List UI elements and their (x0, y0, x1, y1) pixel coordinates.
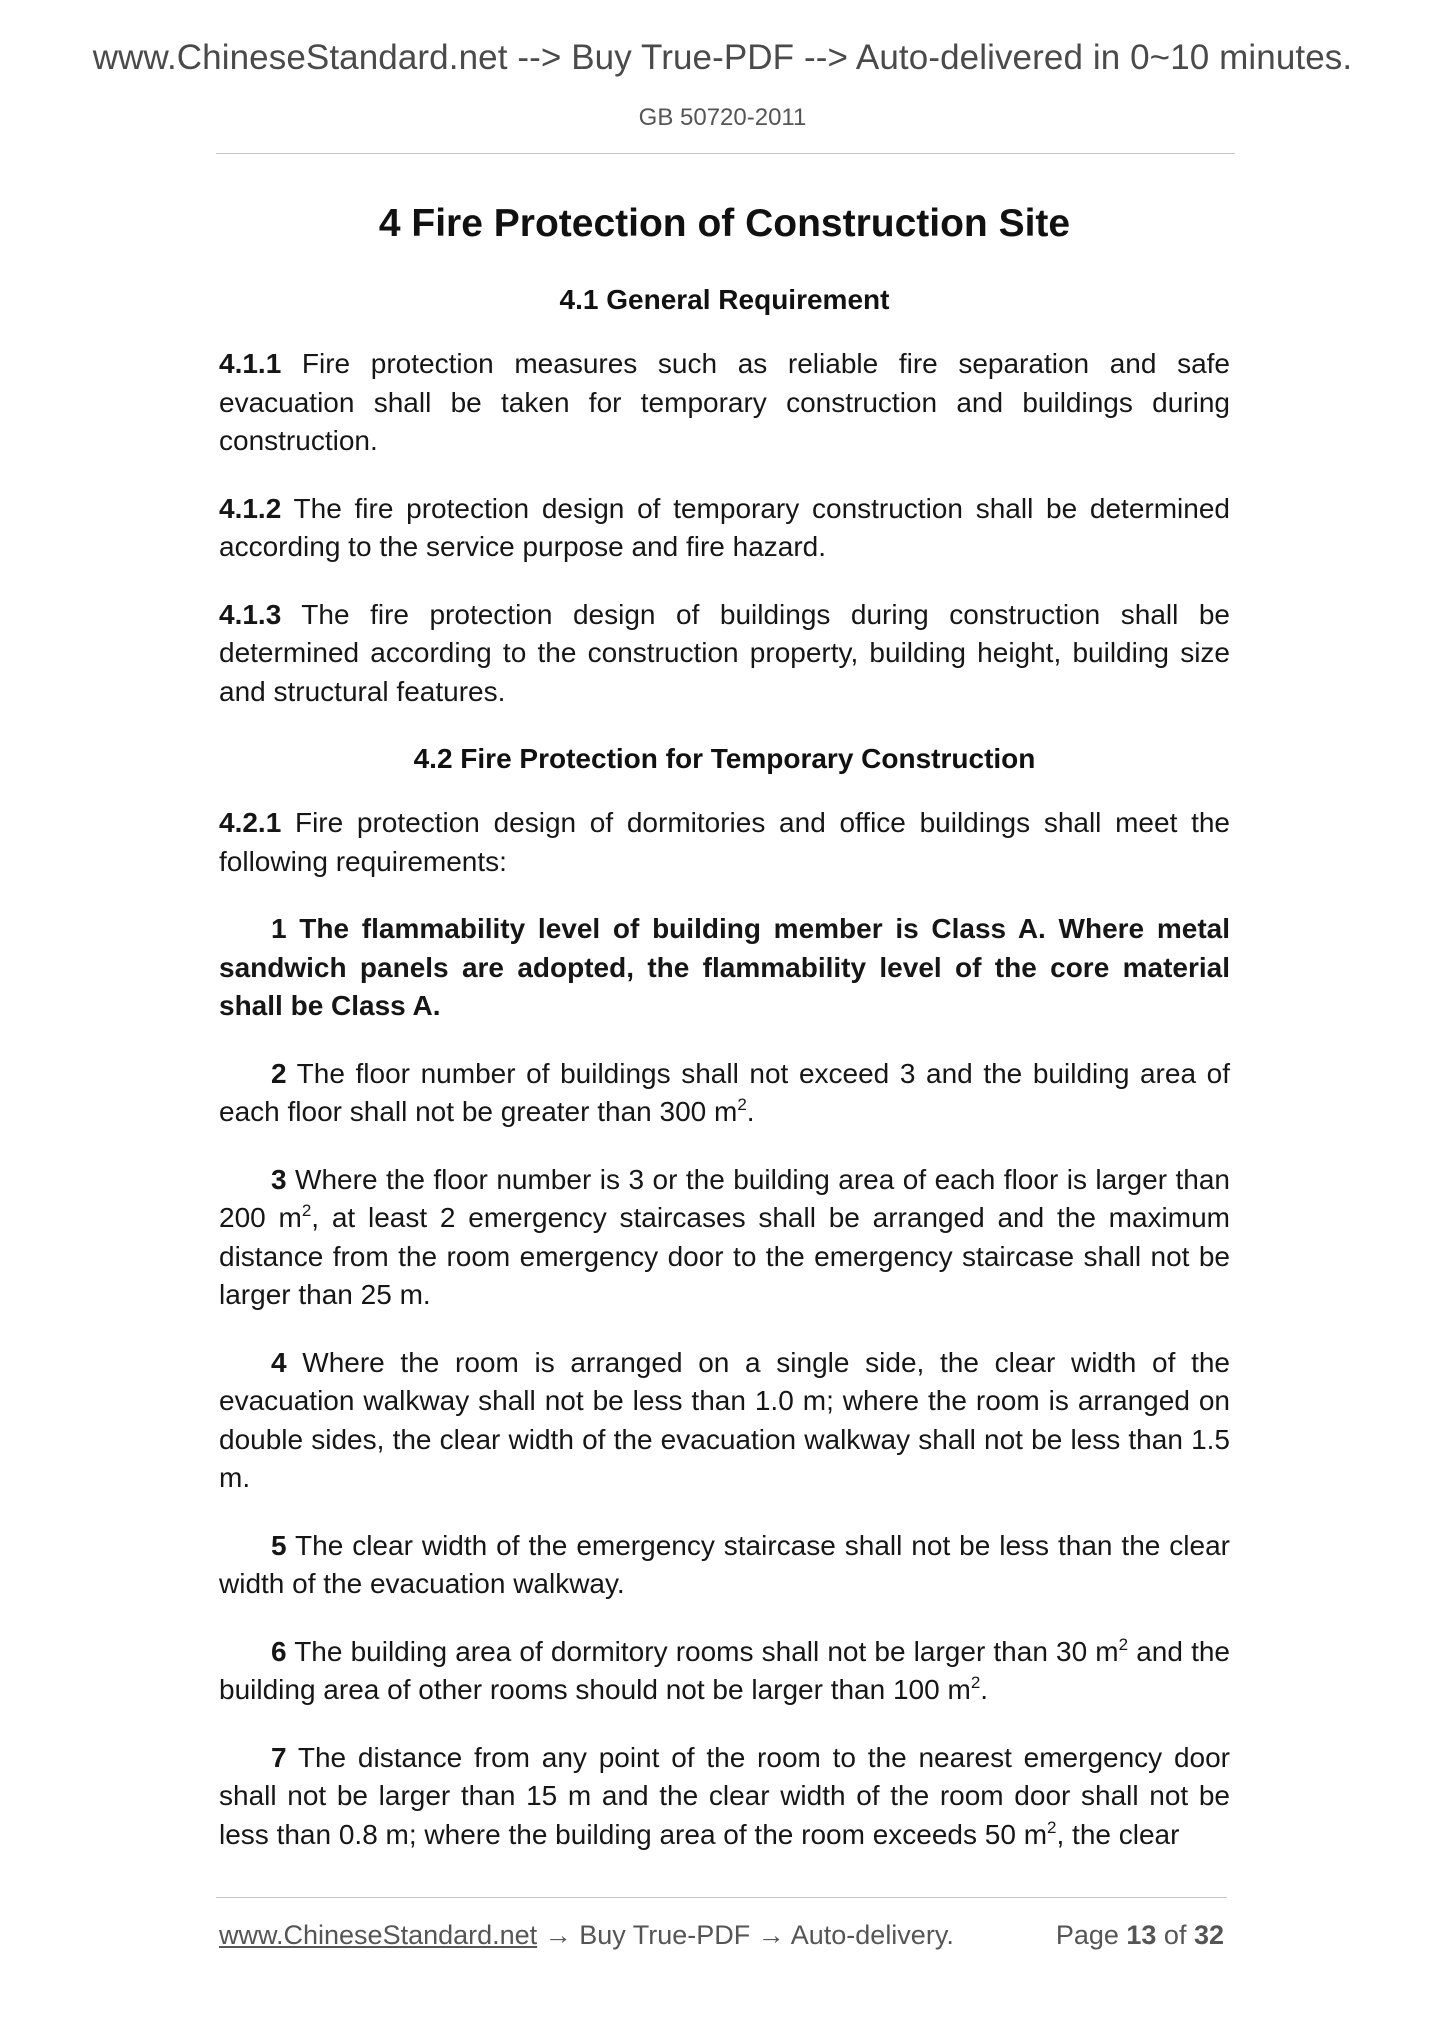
clause-number: 4.1.2 (219, 492, 282, 524)
clause-4-1-3 (219, 596, 1230, 712)
clause-4-1-2 (219, 490, 1230, 567)
total-pages: 32 (1193, 1920, 1224, 1950)
clause-text: The fire protection design of temporary construction shall be determined according to the service purpose and fire hazard. (219, 492, 1230, 562)
item-text-end: . (746, 1096, 755, 1127)
top-banner: www.ChineseStandard.net --> Buy True-PDF --> Auto-delivered in 0~10 minutes. (92, 38, 1353, 77)
item-text: The floor number of buildings shall not exceed 3 and the building area of each floor shall not be greater than 300 m (219, 1057, 1230, 1127)
clause-4-2-1 (219, 804, 1230, 881)
item-text-cont: , at least 2 emergency staircases shall be arranged and the maximum distance from the room emergency door to the emergency staircase shall not be larger than 25 m. (219, 1202, 1231, 1310)
requirement-item-6 (219, 1633, 1230, 1710)
requirement-item-1: 1 The flammability level of building member is Class A. Where metal sandwich panels are adopted, the flammability level of the core material shall be Class A. (219, 913, 1230, 1021)
section-title-4-2: 4.2 Fire Protection for Temporary Construction (413, 743, 1036, 774)
item-text: Where the floor number is 3 or the building area of each floor is larger than 200 m (219, 1163, 1230, 1233)
header-divider (216, 153, 1235, 154)
superscript: 2 (1047, 1817, 1057, 1837)
of-label: of (1156, 1920, 1194, 1950)
footer-site-link[interactable]: www.ChineseStandard.net (219, 1920, 538, 1950)
footer-left (219, 1917, 954, 1953)
item-number: 5 (271, 1529, 287, 1561)
superscript: 2 (737, 1095, 747, 1114)
clause-number: 4.1.3 (219, 598, 282, 630)
requirement-item-3 (219, 1161, 1230, 1315)
clause-text: Fire protection design of dormitories and office buildings shall meet the following requirements: (219, 807, 1230, 877)
item-number: 7 (271, 1741, 287, 1773)
item-text-cont: and the building area of other rooms should not be larger than 100 m (219, 1635, 1230, 1705)
clause-4-1-1 (219, 345, 1230, 461)
item-number: 6 (271, 1635, 287, 1667)
superscript: 2 (301, 1201, 312, 1220)
section-title-4-1: 4.1 General Requirement (559, 284, 890, 315)
item-text: Where the room is arranged on a single side, the clear width of the evacuation walkway shall not be less than 1.0 m; where the room is arranged on double sides, the clear width of the evacuation walkway shall not be less than 1.5 m. (219, 1346, 1230, 1493)
clause-number: 4.2.1 (219, 807, 282, 838)
page-indicator (1056, 1917, 1224, 1953)
clause-text: The fire protection design of buildings during construction shall be determined according to the construction property, building height, building size and structural features. (219, 598, 1230, 707)
item-text: The building area of dormitory rooms shall not be larger than 30 m (286, 1635, 1119, 1667)
document-code: GB 50720-2011 (638, 104, 807, 131)
requirement-item-7 (219, 1739, 1230, 1855)
item-text: The clear width of the emergency staircase shall not be less than the clear width of the evacuation walkway. (219, 1529, 1230, 1599)
footer-divider (216, 1897, 1227, 1898)
page-label: Page (1055, 1920, 1127, 1950)
page-number: 13 (1126, 1920, 1157, 1950)
item-number: 2 (271, 1057, 287, 1089)
chapter-title: 4 Fire Protection of Construction Site (378, 202, 1071, 245)
clause-number: 4.1.1 (219, 348, 282, 379)
item-text-end: . (980, 1674, 989, 1705)
item-number: 4 (271, 1346, 287, 1378)
item-text-cont: , the clear (1056, 1818, 1180, 1850)
superscript: 2 (970, 1673, 981, 1692)
item-text: The distance from any point of the room to the nearest emergency door shall not be larger than 15 m and the clear width of the room door shall not be less than 0.8 m; where the building area of the room exceeds 50 m (219, 1741, 1230, 1850)
item-number: 3 (271, 1163, 287, 1195)
requirement-item-5 (219, 1527, 1230, 1604)
requirement-item-2 (219, 1055, 1230, 1132)
clause-text: Fire protection measures such as reliable fire separation and safe evacuation shall be taken for temporary construction and buildings during construction. (219, 348, 1230, 456)
page-body (219, 196, 1230, 1854)
footer-nav-text: → Buy True-PDF → Auto-delivery. (537, 1920, 954, 1950)
superscript: 2 (1118, 1634, 1129, 1654)
requirement-item-4 (219, 1344, 1230, 1498)
